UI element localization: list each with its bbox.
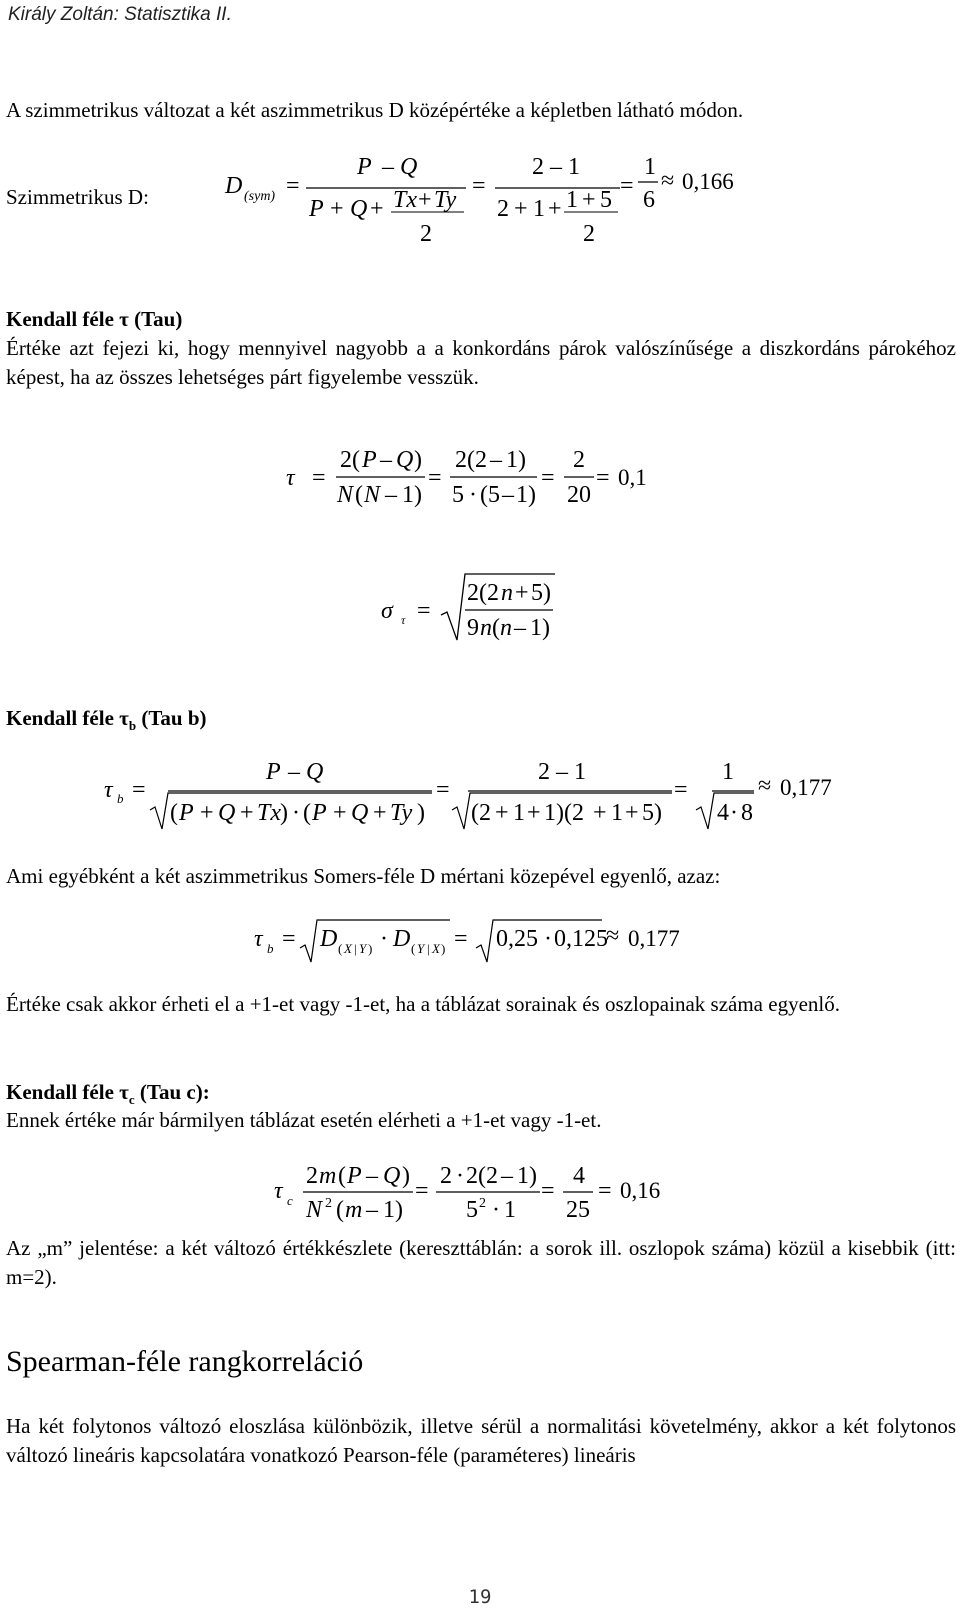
svg-text:–: – <box>288 759 300 785</box>
svg-text:2: 2 <box>497 196 509 222</box>
running-header: Király Zoltán: Statisztika II. <box>8 4 232 25</box>
svg-text:N: N <box>306 1197 323 1223</box>
intro-text: A szimmetrikus változat a két aszimmetrikus D középértéke a képletben látható módon. <box>6 98 744 122</box>
svg-text:b: b <box>267 941 274 956</box>
svg-text:P: P <box>179 800 194 826</box>
svg-text:+: + <box>240 800 254 826</box>
svg-text:·: · <box>469 482 477 508</box>
svg-text:Tx: Tx <box>257 800 281 826</box>
svg-text:–: – <box>366 1163 378 1189</box>
svg-text:b: b <box>117 791 124 806</box>
svg-text:D: D <box>225 173 243 199</box>
kendall-tau-text: Értéke azt fejezi ki, hogy mennyivel nagyobb a a konkordáns párok valószínűsége a diszkordáns párokéhoz képest, ha az összes lehetséges párt figyelembe vesszük. <box>6 336 956 389</box>
svg-text:(: ( <box>338 941 343 956</box>
kendall-tau-c-text: Ennek értéke már bármilyen táblázat esetén elérheti a +1-et vagy -1-et. <box>6 1108 602 1132</box>
svg-text:m: m <box>345 1197 363 1223</box>
svg-text:5: 5 <box>600 187 612 213</box>
svg-text:≈: ≈ <box>661 168 675 194</box>
svg-text:–: – <box>556 759 568 785</box>
kendall-tau-heading: Kendall féle τ (Tau) <box>6 307 183 331</box>
svg-text:=: = <box>415 1178 429 1204</box>
svg-text:1: 1 <box>568 154 580 180</box>
tau-b-somers-formula <box>250 910 710 970</box>
svg-text:): ) <box>280 800 288 826</box>
svg-text:2: 2 <box>538 759 550 785</box>
svg-text:2: 2 <box>440 1163 452 1189</box>
svg-text:9: 9 <box>467 615 479 641</box>
svg-text:2(2: 2(2 <box>467 580 499 606</box>
svg-text:Q: Q <box>350 196 368 222</box>
svg-text:P: P <box>347 1163 362 1189</box>
svg-text:D: D <box>320 926 338 952</box>
svg-text:≈: ≈ <box>606 923 620 949</box>
svg-text:+: + <box>625 800 639 826</box>
svg-text:5): 5) <box>531 580 551 606</box>
svg-text:1): 1) <box>517 1163 537 1189</box>
svg-text:m: m <box>319 1163 337 1189</box>
svg-text:X: X <box>432 941 440 956</box>
svg-text:σ: σ <box>381 598 393 624</box>
svg-text:+: + <box>515 580 529 606</box>
svg-text:Ty: Ty <box>390 800 413 826</box>
svg-text:Y: Y <box>359 941 367 956</box>
svg-text:P: P <box>312 800 327 826</box>
svg-text:8: 8 <box>741 800 753 826</box>
svg-text:6: 6 <box>643 187 655 213</box>
svg-text:Q: Q <box>351 800 369 826</box>
svg-text:+: + <box>200 800 214 826</box>
m-meaning-text: Az „m” jelentése: a két változó értékkészlete (kereszttáblán: a sorok ill. oszlopok száma) közül a kisebbik (itt: m=2). <box>6 1236 956 1289</box>
svg-text:Q: Q <box>400 154 418 180</box>
svg-text:(: ( <box>492 615 500 641</box>
svg-text:τ: τ <box>254 926 263 952</box>
svg-text:0,125: 0,125 <box>554 926 608 952</box>
svg-text:–: – <box>382 154 394 180</box>
range-text: Értéke csak akkor érheti el a +1-et vagy -1-et, ha a táblázat sorainak és oszlopainak száma egyenlő. <box>6 992 840 1016</box>
svg-text:–: – <box>514 615 526 641</box>
svg-text:+: + <box>330 196 344 222</box>
svg-text:1: 1 <box>513 800 525 826</box>
svg-text:=: = <box>541 465 555 491</box>
svg-text:20: 20 <box>567 482 591 508</box>
svg-text:c: c <box>287 1193 293 1208</box>
svg-text:+: + <box>333 800 347 826</box>
svg-text:=: = <box>598 1178 612 1204</box>
svg-text:2: 2 <box>583 221 595 247</box>
svg-text:=: = <box>282 926 296 952</box>
svg-text:n: n <box>501 580 513 606</box>
svg-text:): ) <box>402 1163 410 1189</box>
svg-text:(: ( <box>303 800 311 826</box>
kendall-tau-c-heading: Kendall féle $\tau_c$ (Tau c): <box>6 1080 210 1108</box>
svg-text:4: 4 <box>717 800 729 826</box>
svg-text:5: 5 <box>452 482 464 508</box>
svg-text:·: · <box>544 926 552 952</box>
svg-text:=: = <box>312 465 326 491</box>
spearman-text: Ha két folytonos változó eloszlása különbözik, illetve sérül a normalitási követelmény, akkor a két folytonos változó lineáris kapcsolatára vonatkozó Pearson-féle (paraméteres) lineáris <box>6 1414 956 1467</box>
svg-text:N: N <box>337 482 354 508</box>
svg-text:–: – <box>380 447 392 473</box>
tau-c-result: 0,16 <box>620 1178 661 1203</box>
svg-text:+: + <box>370 196 384 222</box>
svg-text:|: | <box>427 941 430 956</box>
svg-text:1: 1 <box>722 759 734 785</box>
svg-text:(: ( <box>411 941 416 956</box>
svg-text:τ: τ <box>104 777 113 803</box>
svg-text:·: · <box>292 800 300 826</box>
svg-text:X: X <box>344 941 352 956</box>
svg-text:1: 1 <box>644 154 656 180</box>
svg-text:N: N <box>364 482 381 508</box>
somers-text: Ami egyébként a két aszimmetrikus Somers-féle D mértani közepével egyenlő, azaz: <box>6 864 721 888</box>
svg-text:Q: Q <box>383 1163 401 1189</box>
svg-text:1: 1 <box>574 759 586 785</box>
svg-text:–: – <box>501 1163 513 1189</box>
svg-text:=: = <box>286 173 300 199</box>
svg-text:): ) <box>417 800 425 826</box>
svg-text:2(2: 2(2 <box>455 447 487 473</box>
tau-b-somers-result: 0,177 <box>628 926 680 951</box>
svg-text:=: = <box>428 465 442 491</box>
svg-text:1): 1) <box>506 447 526 473</box>
svg-text:·: · <box>492 1197 500 1223</box>
svg-text:): ) <box>414 447 422 473</box>
svg-text:2(: 2( <box>340 447 360 473</box>
svg-text:–: – <box>502 482 514 508</box>
svg-text:n: n <box>500 615 512 641</box>
svg-text:–: – <box>385 482 397 508</box>
svg-text:25: 25 <box>566 1197 590 1223</box>
svg-text:2: 2 <box>573 447 585 473</box>
svg-text:2: 2 <box>532 154 544 180</box>
svg-text:+: + <box>495 800 509 826</box>
svg-text:2: 2 <box>479 1196 486 1211</box>
svg-text:5: 5 <box>466 1197 478 1223</box>
symmetric-d-result: 0,166 <box>682 169 734 194</box>
svg-text:Ty: Ty <box>434 187 457 213</box>
svg-text:=: = <box>436 777 450 803</box>
svg-text:): ) <box>441 941 446 956</box>
svg-text:2: 2 <box>325 1196 332 1211</box>
tau-b-result: 0,177 <box>780 775 832 800</box>
sigma-tau-formula <box>375 570 575 650</box>
svg-text:–: – <box>490 447 502 473</box>
svg-text:=: = <box>596 465 610 491</box>
svg-text:τ: τ <box>274 1178 283 1204</box>
spearman-heading: Spearman-féle rangkorreláció <box>6 1345 364 1378</box>
svg-text:1)(2: 1)(2 <box>544 800 584 826</box>
svg-text:0,25: 0,25 <box>496 926 538 952</box>
svg-text:2: 2 <box>306 1163 318 1189</box>
svg-text:+: + <box>418 187 432 213</box>
svg-text:(5: (5 <box>480 482 500 508</box>
svg-text:=: = <box>454 926 468 952</box>
svg-text:P: P <box>357 154 372 180</box>
svg-text:1: 1 <box>504 1197 516 1223</box>
svg-text:–: – <box>550 154 562 180</box>
page-number: 19 <box>468 1586 492 1608</box>
svg-text:1): 1) <box>530 615 550 641</box>
svg-text:1): 1) <box>383 1197 403 1223</box>
svg-text:(: ( <box>170 800 178 826</box>
svg-text:≈: ≈ <box>758 773 772 799</box>
svg-text:τ: τ <box>286 465 295 491</box>
svg-text:+: + <box>582 187 596 213</box>
svg-text:Tx: Tx <box>393 187 417 213</box>
svg-text:τ: τ <box>401 613 406 627</box>
svg-text:·: · <box>730 800 738 826</box>
svg-text:=: = <box>472 173 486 199</box>
svg-text:+: + <box>593 800 607 826</box>
svg-text:=: = <box>132 777 146 803</box>
svg-text:1): 1) <box>402 482 422 508</box>
tau-result: 0,1 <box>618 465 647 490</box>
tau-b-formula <box>100 755 860 835</box>
svg-text:1: 1 <box>611 800 623 826</box>
svg-text:5): 5) <box>642 800 662 826</box>
svg-text:1: 1 <box>533 196 545 222</box>
svg-text:(: ( <box>355 482 363 508</box>
svg-text:Y: Y <box>417 941 425 956</box>
svg-text:+: + <box>548 196 562 222</box>
svg-text:+: + <box>373 800 387 826</box>
svg-text:D: D <box>393 926 411 952</box>
kendall-tau-b-heading: Kendall féle $\tau_b$ (Tau b) <box>6 706 207 734</box>
svg-text:Q: Q <box>396 447 414 473</box>
svg-text:=: = <box>674 777 688 803</box>
symmetric-d-formula <box>220 150 740 265</box>
svg-text:2: 2 <box>420 221 432 247</box>
svg-text:–: – <box>366 1197 378 1223</box>
svg-text:(sym): (sym) <box>244 189 276 204</box>
tau-formula <box>280 440 700 520</box>
svg-text:=: = <box>620 173 634 199</box>
tau-c-formula <box>270 1155 690 1230</box>
svg-text:·: · <box>456 1163 464 1189</box>
svg-text:P: P <box>266 759 281 785</box>
svg-text:): ) <box>368 941 373 956</box>
svg-text:P: P <box>309 196 324 222</box>
svg-text:=: = <box>541 1178 555 1204</box>
svg-text:1): 1) <box>516 482 536 508</box>
svg-text:+: + <box>527 800 541 826</box>
svg-text:=: = <box>417 598 431 624</box>
svg-text:(2: (2 <box>471 800 491 826</box>
svg-text:Q: Q <box>218 800 236 826</box>
svg-text:n: n <box>480 615 492 641</box>
svg-text:+: + <box>514 196 528 222</box>
symmetric-d-label: Szimmetrikus D: <box>6 185 149 209</box>
svg-text:·: · <box>380 926 388 952</box>
svg-text:P: P <box>362 447 377 473</box>
svg-text:(: ( <box>336 1197 344 1223</box>
svg-text:|: | <box>354 941 357 956</box>
svg-text:2(2: 2(2 <box>466 1163 498 1189</box>
svg-text:4: 4 <box>573 1163 585 1189</box>
svg-text:Q: Q <box>306 759 324 785</box>
svg-text:1: 1 <box>566 187 578 213</box>
svg-text:(: ( <box>338 1163 346 1189</box>
